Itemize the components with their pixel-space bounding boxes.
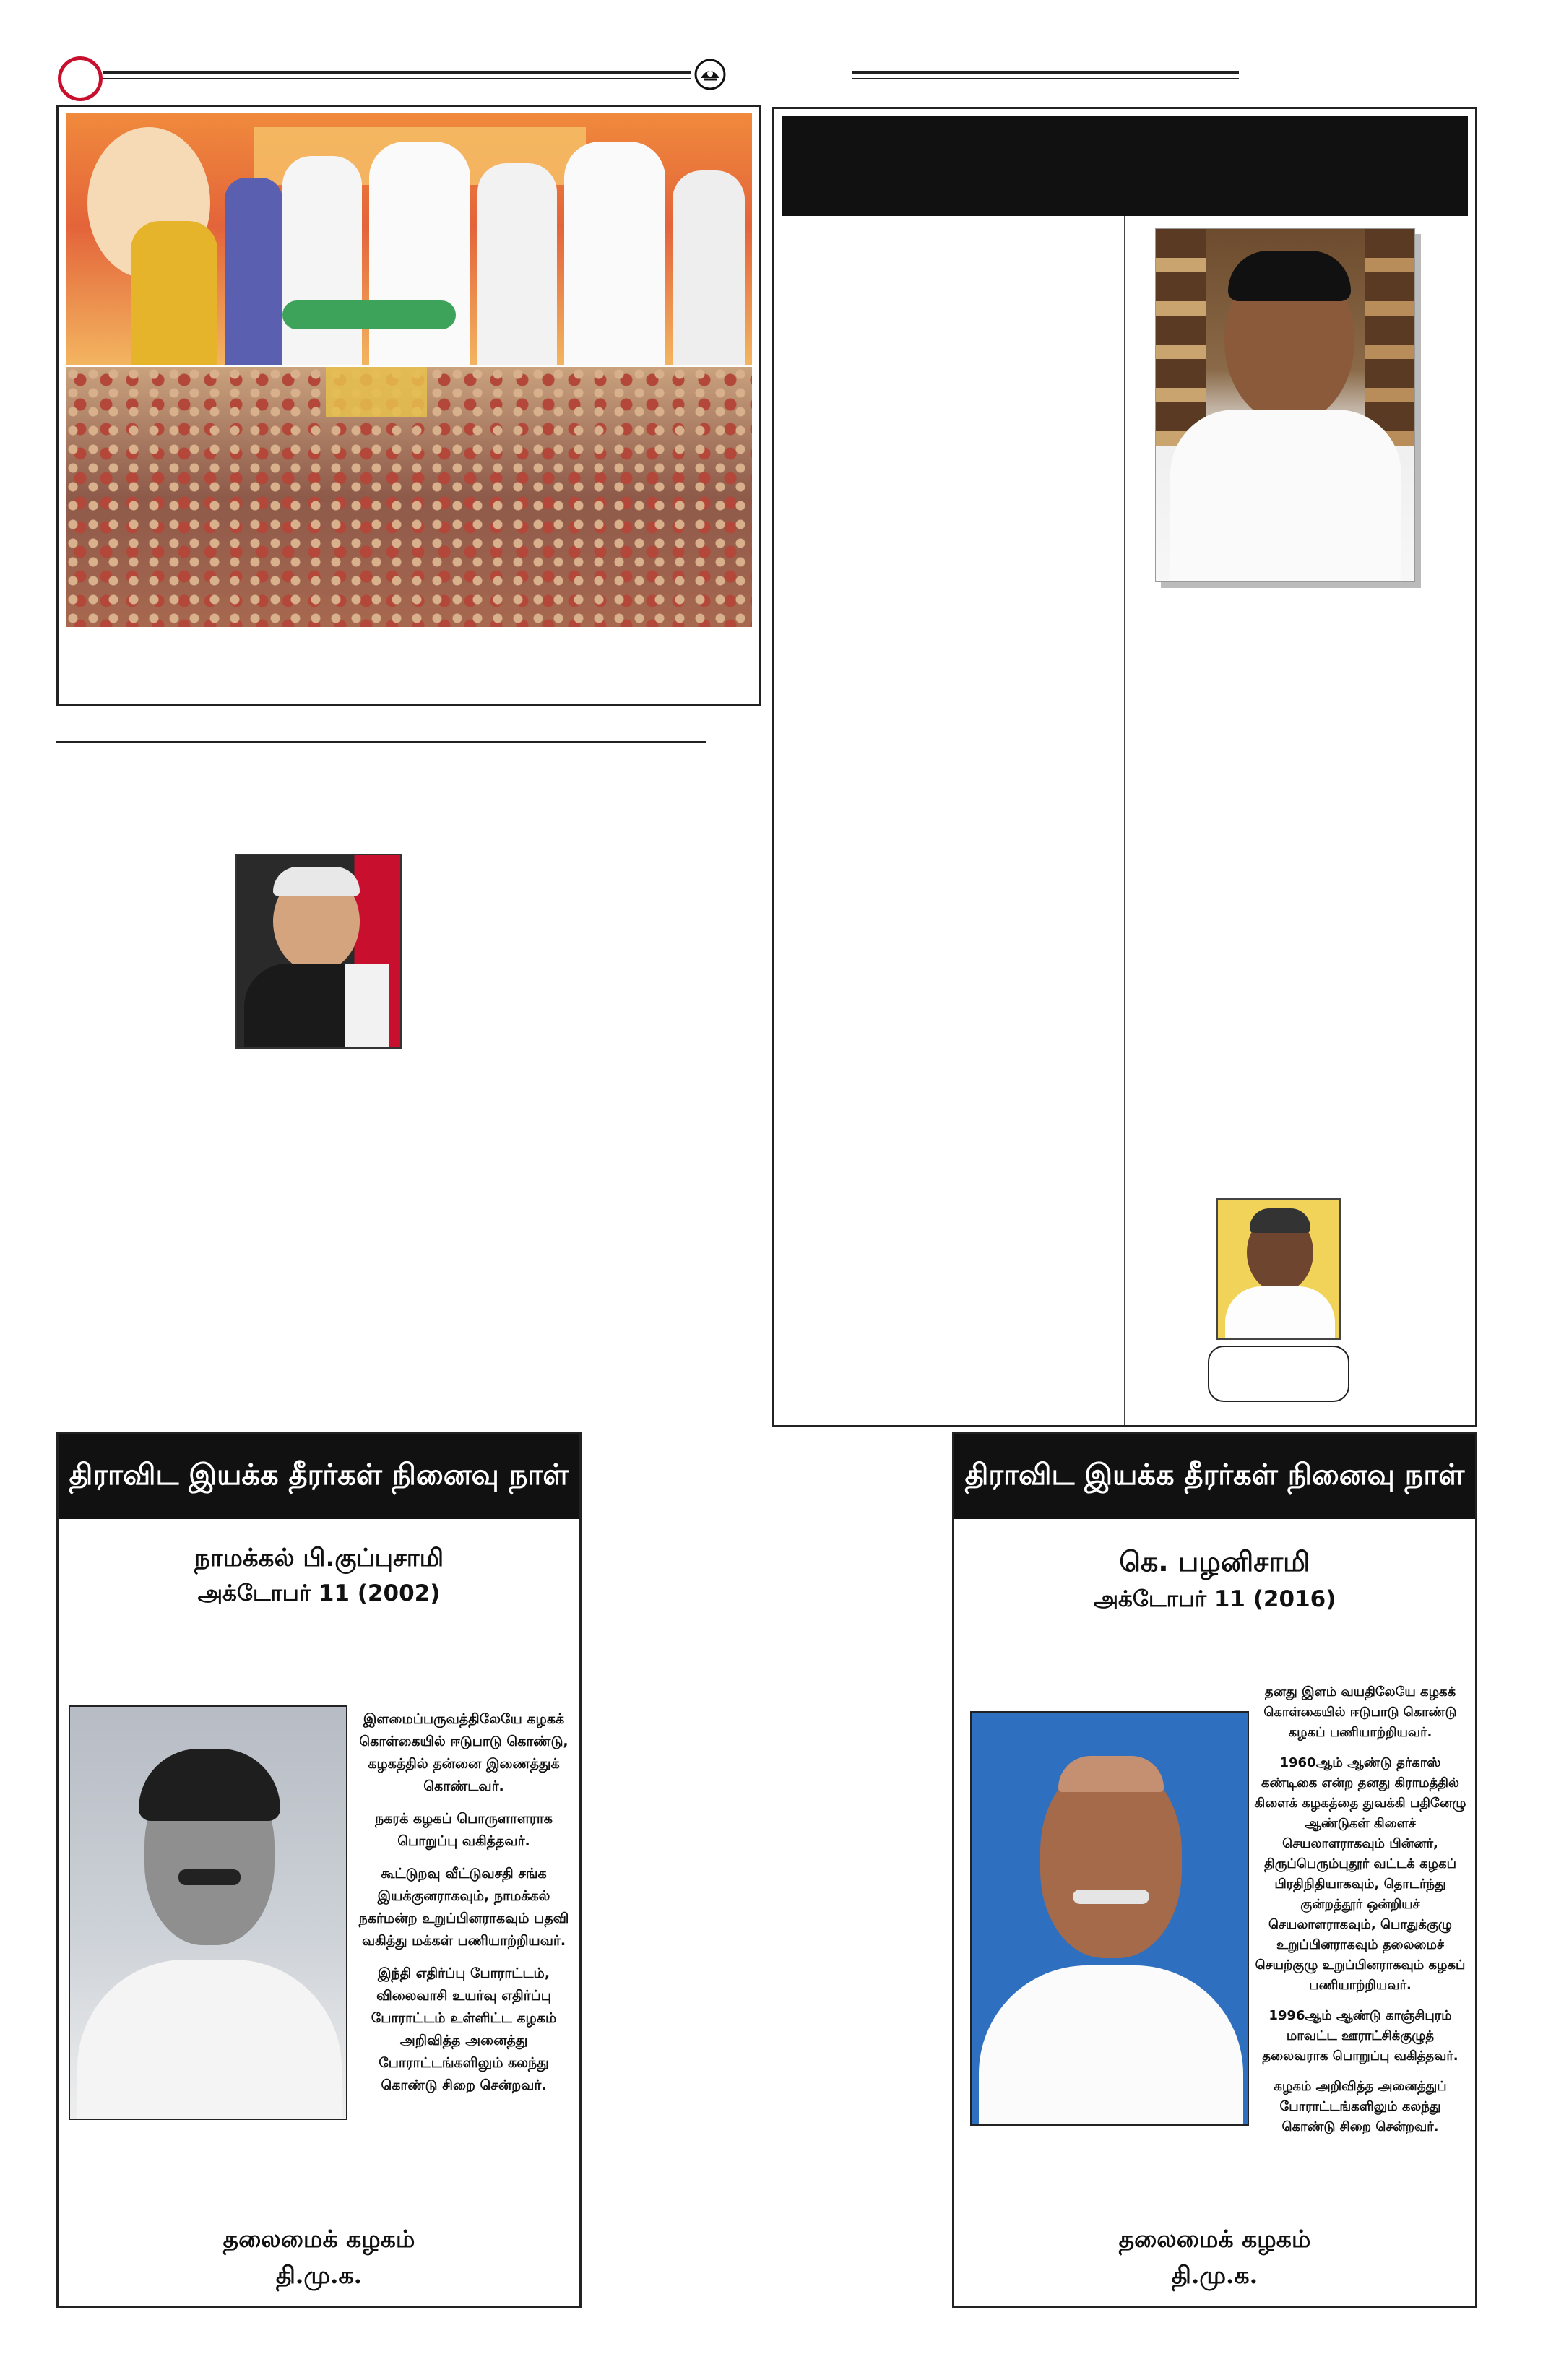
header-rule-left	[103, 71, 691, 74]
tribute-2-banner: திராவிட இயக்க தீரர்கள் நினைவு நாள்	[954, 1434, 1475, 1519]
tribute-card-1	[56, 1432, 582, 2308]
leader-portrait	[1155, 228, 1415, 582]
tribute-2-footer	[954, 2221, 1475, 2293]
tribute-2-bio-para-4: கழகம் அறிவித்த அனைத்துப் போராட்டங்களிலும் கலந்து கொண்டு சிறை சென்றவர்.	[1274, 2079, 1447, 2134]
right-feature-column-divider	[1124, 216, 1125, 1425]
header-rule-left-thin	[103, 78, 691, 79]
tribute-1-footer-line1: தலைமைக் கழகம்	[222, 2225, 415, 2253]
tribute-1-name: நாமக்கல் பி.குப்புசாமி	[194, 1544, 444, 1572]
small-portrait	[1216, 1198, 1341, 1340]
tribute-card-2	[952, 1432, 1477, 2308]
small-portrait-name-tag	[1208, 1346, 1349, 1402]
tribute-1-bio-para-1: இளமைப்பருவத்திலேயே கழகக் கொள்கையில் ஈடுபாடு கொண்டு, கழகத்தில் தன்னை இணைத்துக் கொண்டவர்.	[359, 1711, 569, 1794]
tribute-2-name: கெ. பழனிசாமி	[1119, 1546, 1310, 1578]
tribute-1-bio	[351, 1708, 576, 2107]
event-photo-frame	[56, 105, 761, 706]
section-rule-left	[56, 741, 706, 743]
tribute-2-bio-para-1: தனது இளம் வயதிலேயே கழகக் கொள்கையில் ஈடுபாடு கொண்டு கழகப் பணியாற்றியவர்.	[1263, 1684, 1457, 1740]
tribute-2-bio	[1252, 1682, 1469, 2147]
right-feature-box	[772, 107, 1477, 1427]
tribute-1-bio-para-4: இந்தி எதிர்ப்பு போராட்டம், விலைவாசி உயர்வு எதிர்ப்பு போராட்டம் உள்ளிட்ட கழகம் அறிவித்த அனைத்து போராட்டங்களிலும் கலந்து கொண்டு சிறை சென்றவர்.	[371, 1965, 557, 2093]
page-number-marker	[58, 56, 103, 101]
tribute-1-footer	[59, 2221, 579, 2293]
right-feature-headline-band	[782, 116, 1468, 216]
header-rule-right-thin	[852, 78, 1239, 79]
tribute-1-banner: திராவிட இயக்க தீரர்கள் நினைவு நாள்	[59, 1434, 579, 1519]
tribute-1-bio-para-2: நகரக் கழகப் பொருளாளராக பொறுப்பு வகித்தவர்.	[375, 1811, 553, 1849]
tribute-2-footer-line2: தி.மு.க.	[1171, 2261, 1258, 2289]
tribute-1-portrait	[69, 1705, 347, 2120]
event-crowd-photo	[66, 367, 752, 627]
event-stage-photo	[66, 113, 752, 365]
tribute-1-date: அக்டோபர் 11 (2002)	[197, 1580, 441, 1606]
elder-portrait	[235, 854, 402, 1049]
tribute-2-bio-para-2: 1960ஆம் ஆண்டு தர்காஸ் கண்டிகை என்ற தனது கிராமத்தில் கிளைக் கழகத்தை துவக்கி பதினேழு ஆண்டுகள் கிளைச் செயலாளராகவும் பின்னர், திருப்பெரும்புதூர் வட்டக் கழகப் பிரதிநிதியாகவும், தொடர்ந்து குன்றத்தூர் ஒன்றியச் செயலாளராகவும், பொதுக்குழு உறுப்பினராகவும் தலைமைச் செயற்குழு உறுப்பினராகவும் கழகப் பணியாற்றியவர்.	[1254, 1755, 1466, 1993]
rising-sun-emblem-icon	[693, 58, 727, 91]
tribute-1-footer-line2: தி.மு.க.	[275, 2261, 363, 2289]
tribute-1-bio-para-3: கூட்டுறவு வீட்டுவசதி சங்க இயக்குனராகவும், நாமக்கல் நகர்மன்ற உறுப்பினராகவும் பதவி வகித்து மக்கள் பணியாற்றியவர்.	[358, 1866, 569, 1949]
tribute-2-date: அக்டோபர் 11 (2016)	[1093, 1586, 1336, 1612]
header-rule-right	[852, 71, 1239, 74]
tribute-2-portrait	[970, 1711, 1249, 2126]
tribute-2-footer-line1: தலைமைக் கழகம்	[1118, 2225, 1311, 2253]
tribute-2-bio-para-3: 1996ஆம் ஆண்டு காஞ்சிபுரம் மாவட்ட ஊராட்சிக்குழுத் தலைவராக பொறுப்பு வகித்தவர்.	[1262, 2008, 1458, 2064]
